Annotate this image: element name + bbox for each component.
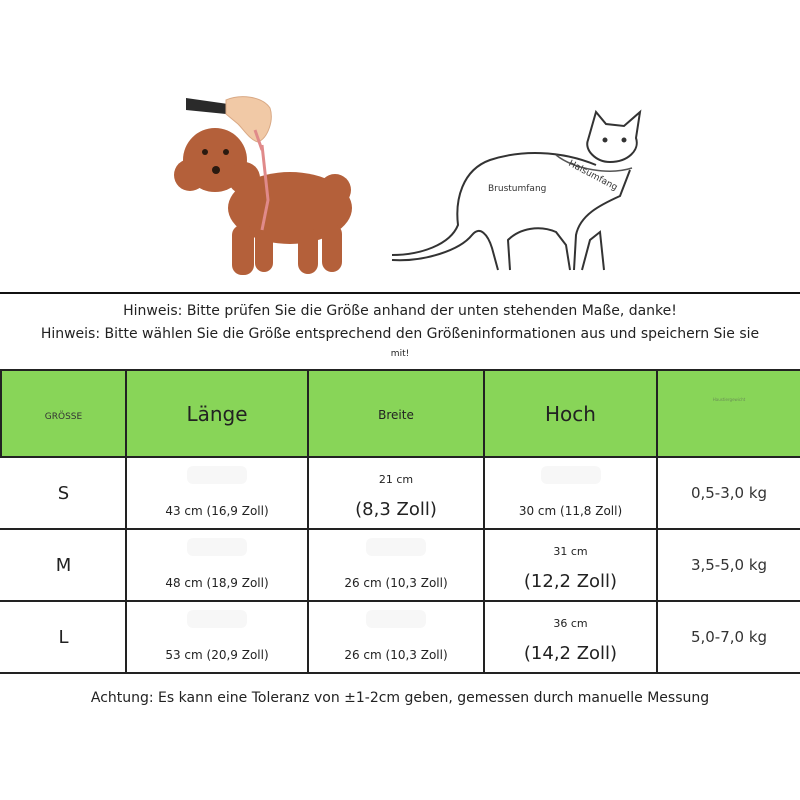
table-row (1, 457, 800, 529)
height-cell: 36 cm (14,2 Zoll) (484, 601, 657, 673)
width-cell: 21 cm (8,3 Zoll) (308, 457, 484, 529)
illustration-svg (0, 0, 800, 292)
size-s: S (1, 457, 126, 529)
neck-label: Halsumfang (566, 158, 620, 194)
header-size: GRÖSSE (1, 370, 126, 457)
header-height: Hoch (484, 370, 657, 457)
size-chart-table (0, 369, 800, 674)
table-header-row (1, 370, 800, 457)
header-length: Länge (126, 370, 308, 457)
width-cell: 26 cm (10,3 Zoll) (308, 529, 484, 601)
note-line-3: mit! (390, 349, 410, 359)
table-row (1, 601, 800, 673)
poodle-icon (174, 128, 352, 275)
weight-cell: 0,5-3,0 kg (657, 457, 800, 529)
weight-cell: 3,5-5,0 kg (657, 529, 800, 601)
size-m: M (1, 529, 126, 601)
size-l: L (1, 601, 126, 673)
note-line-2: Hinweis: Bitte wählen Sie die Größe entsprechend den Größeninformationen aus und speichern Sie sie (40, 326, 760, 342)
length-cell: 53 cm (20,9 Zoll) (126, 601, 308, 673)
length-cell: 43 cm (16,9 Zoll) (126, 457, 308, 529)
weight-cell: 5,0-7,0 kg (657, 601, 800, 673)
table-row (1, 529, 800, 601)
product-illustration (0, 0, 800, 292)
note-line-1: Hinweis: Bitte prüfen Sie die Größe anhand der unten stehenden Maße, danke! (123, 303, 677, 319)
header-width: Breite (308, 370, 484, 457)
header-weight: Haustiergewicht (657, 370, 800, 457)
chest-label: Brustumfang (488, 184, 547, 194)
height-cell: 30 cm (11,8 Zoll) (484, 457, 657, 529)
height-cell: 31 cm (12,2 Zoll) (484, 529, 657, 601)
tolerance-note: Achtung: Es kann eine Toleranz von ±1-2cm geben, gemessen durch manuelle Messung (90, 690, 710, 706)
length-cell: 48 cm (18,9 Zoll) (126, 529, 308, 601)
divider (0, 292, 800, 294)
width-cell: 26 cm (10,3 Zoll) (308, 601, 484, 673)
